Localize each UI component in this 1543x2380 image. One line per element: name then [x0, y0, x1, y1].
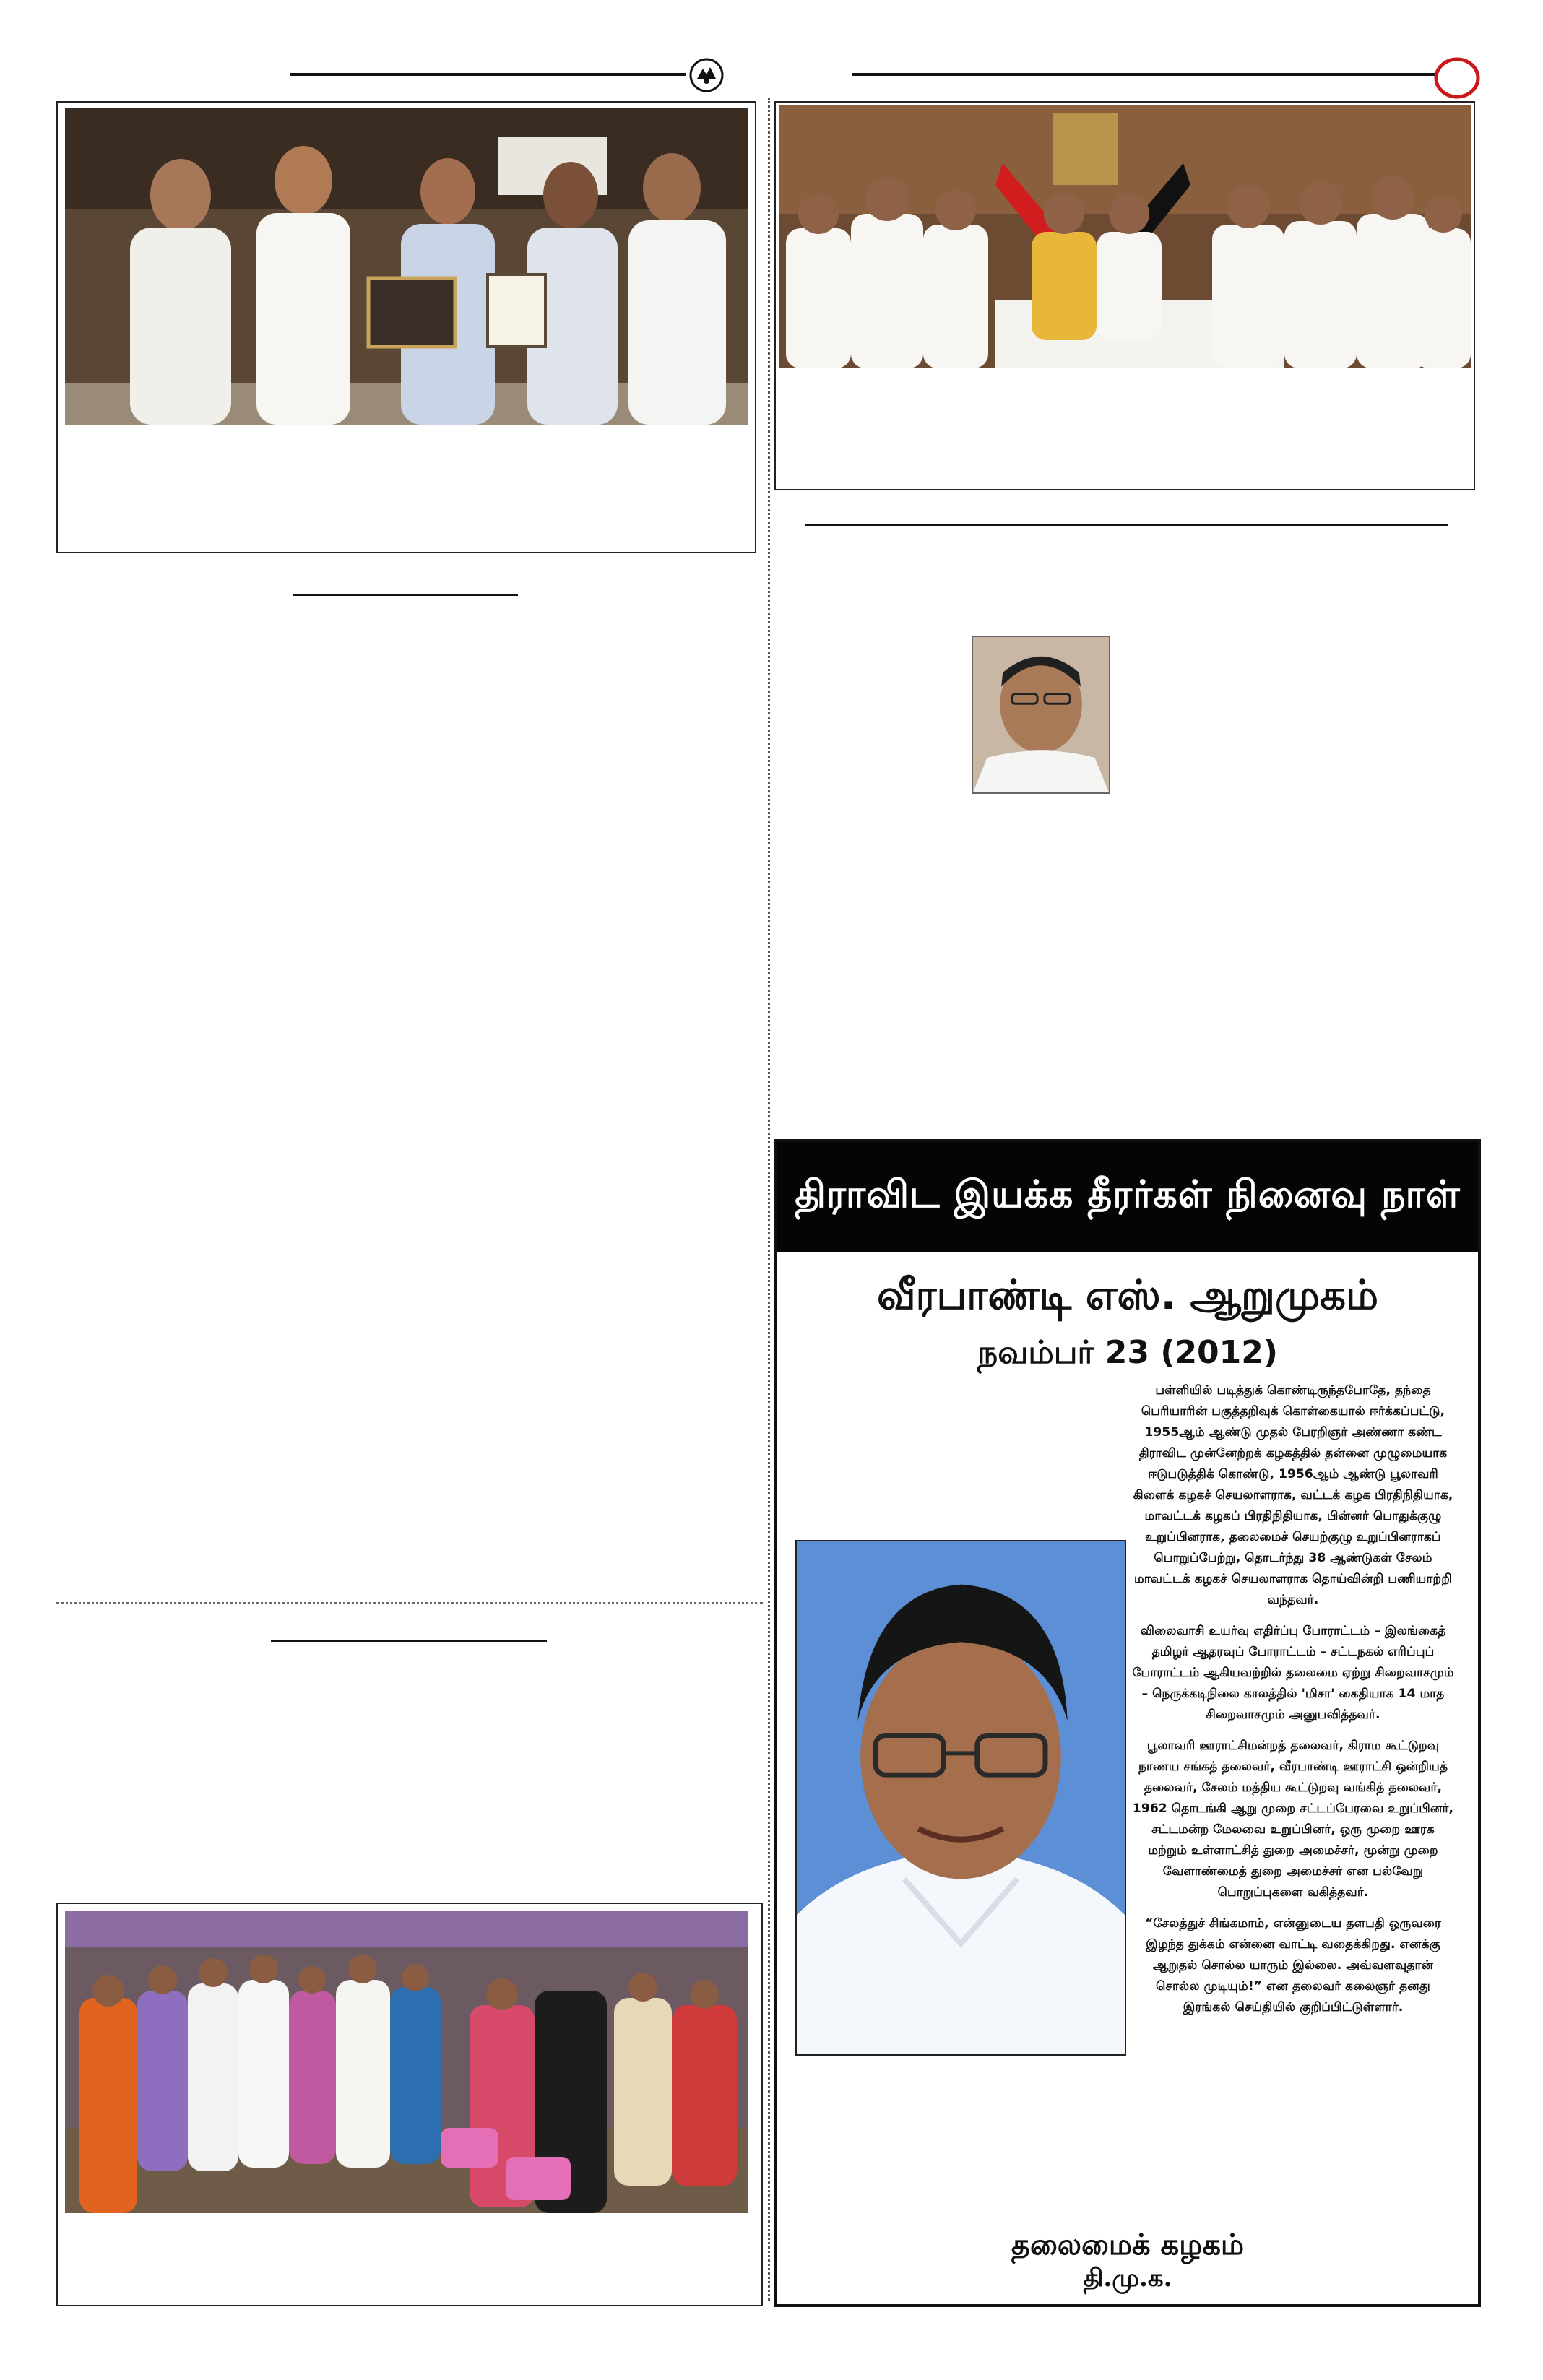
memorial-biography: [1131, 1380, 1455, 2028]
memorial-portrait: [795, 1540, 1126, 2056]
memorial-date: நவம்பர் 23 (2012): [977, 1334, 1279, 1371]
memorial-paragraph: “சேலத்துச் சிங்கமாம், என்னுடைய தளபதி ஒருவரை இழந்த துக்கம் என்னை வாட்டி வதைக்கிறது. எனக்கு ஆறுதல் சொல்ல யாரும் இல்லை. அவ்வளவுதான் சொல்ல முடியும்!” என தலைவர் கலைஞர் தனது இரங்கல் செய்தியில் குறிப்பிட்டுள்ளார்.: [1145, 1916, 1441, 2015]
memorial-notice: [774, 1139, 1481, 2307]
memorial-person-name: வீரபாண்டி எஸ். ஆறுமுகம்: [876, 1272, 1379, 1319]
section-rule-left-2: [271, 1640, 547, 1642]
section-divider-left: [56, 1602, 763, 1604]
memorial-banner-title: திராவிட இயக்க தீரர்கள் நினைவு நாள்: [777, 1142, 1478, 1252]
memorial-paragraph: பள்ளியில் படித்துக் கொண்டிருந்தபோதே, தந்தை பெரியாரின் பகுத்தறிவுக் கொள்கையால் ஈர்க்கப்பட்டு, 1955ஆம் ஆண்டு முதல் பேரறிஞர் அண்ணா கண்ட திராவிட முன்னேற்றக் கழகத்தில் தன்னை முழுமையாக ஈடுபடுத்திக் கொண்டு, 1956ஆம் ஆண்டு பூலாவரி கிளைக் கழகச் செயலாளராக, வட்டக் கழக பிரதிநிதியாக, மாவட்டக் கழகப் பிரதிநிதியாக, பின்னர் பொதுக்குழு உறுப்பினராக, தலைமைச் செயற்குழு உறுப்பினராகப் பொறுப்பேற்று, தொடர்ந்து 38 ஆண்டுகள் சேலம் மாவட்டக் கழகச் செயலாளராக தொய்வின்றி பணியாற்றி வந்தவர்.: [1133, 1383, 1453, 1607]
section-rule-left-1: [293, 594, 518, 596]
section-rule-right: [805, 524, 1448, 526]
party-emblem-icon: [688, 57, 725, 93]
photo-welfare-distribution: [65, 1911, 748, 2213]
column-divider: [768, 98, 770, 2301]
memorial-paragraph: விலைவாசி உயர்வு எதிர்ப்பு போராட்டம் – இலங்கைத் தமிழர் ஆதரவுப் போராட்டம் – சட்டநகல் எரிப்புப் போராட்டம் ஆகியவற்றில் தலைமை ஏற்று சிறைவாசமும் – நெருக்கடிநிலை காலத்தில் 'மிசா' கைதியாக 14 மாத சிறைவாசமும் அனுபவித்தவர்.: [1132, 1624, 1454, 1722]
header-rule-left: [290, 73, 686, 76]
photo-small-portrait: [972, 636, 1110, 794]
photo-award-presentation: [65, 108, 748, 425]
header-rule-right: [852, 73, 1436, 76]
memorial-paragraph: பூலாவரி ஊராட்சிமன்றத் தலைவர், கிராம கூட்டுறவு நாணய சங்கத் தலைவர், வீரபாண்டி ஊராட்சி ஒன்றியத் தலைவர், சேலம் மத்திய கூட்டுறவு வங்கித் தலைவர், 1962 தொடங்கி ஆறு முறை சட்டப்பேரவை உறுப்பினர், சட்டமன்ற மேலவை உறுப்பினர், ஒரு முறை ஊரக மற்றும் உள்ளாட்சித் துறை அமைச்சர், மூன்று முறை வேளாண்மைத் துறை அமைச்சர் என பல்வேறு பொறுப்புகளை வகித்தவர்.: [1132, 1739, 1454, 1900]
page-marker-circle-icon: [1433, 56, 1481, 100]
photo-group-meeting: [779, 105, 1471, 368]
memorial-footer-party: தி.மு.க.: [1083, 2264, 1172, 2293]
memorial-footer-org: தலைமைக் கழகம்: [1011, 2228, 1245, 2262]
